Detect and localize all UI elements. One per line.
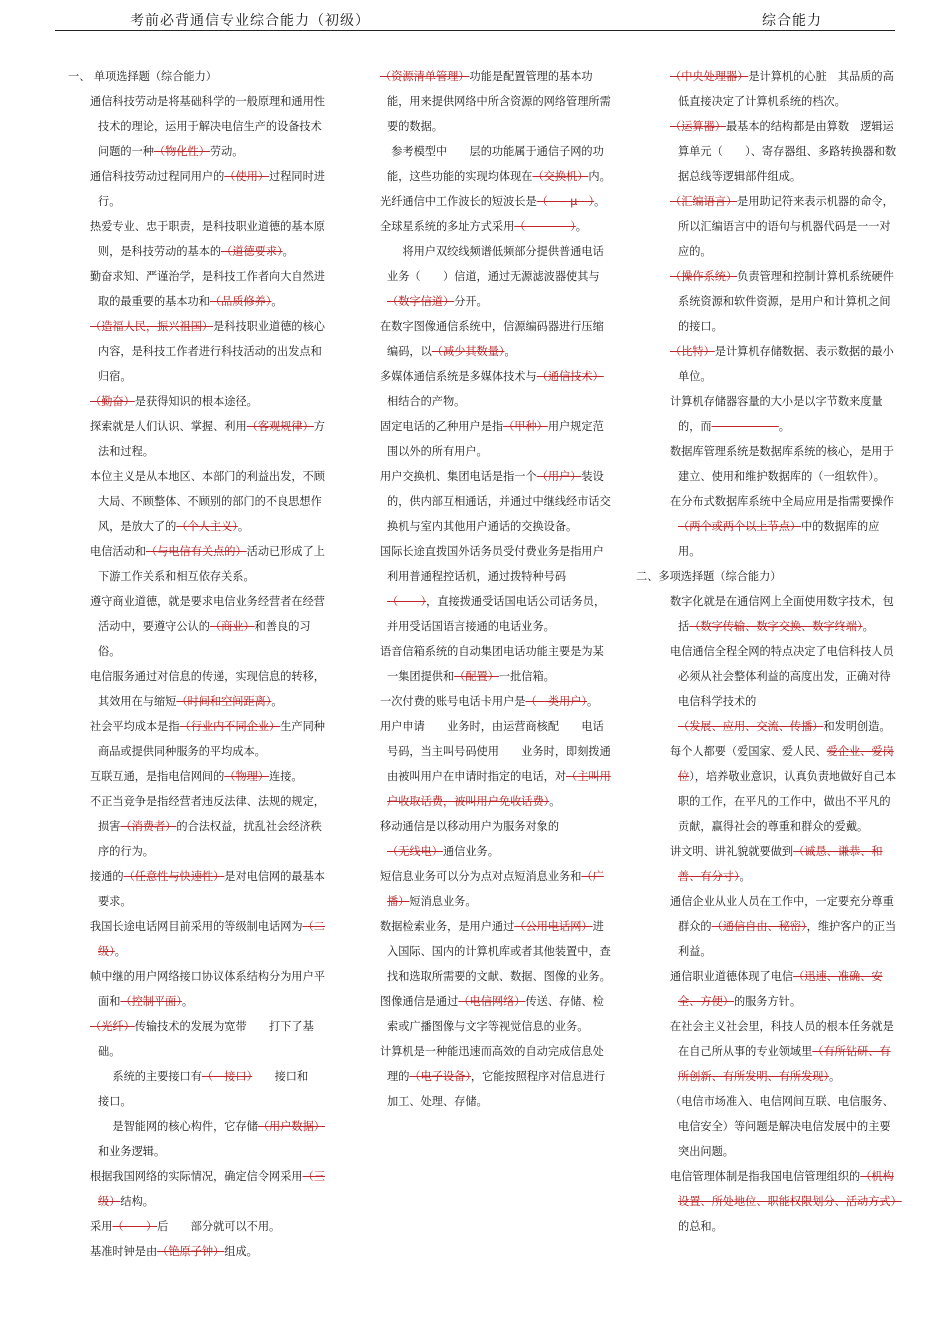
question-item [636,189,898,264]
question-item [378,189,614,214]
answer-text: （勤奋） [90,395,135,408]
question-text-end: 内。 [588,170,611,183]
question-text: 基准时钟是由 [90,1245,158,1258]
question-text-end: 过程同时进行。 [98,170,325,208]
question-text-end: 方法和过程。 [98,420,325,458]
question-item [636,1089,898,1164]
question-text-end: 活动已形成了上下游工作关系和相互依存关系。 [98,545,325,583]
answer-text: （ ） [387,595,427,608]
question-text-end: 负责管理和控制计算机系统硬件系统资源和软件资源，是用户和计算机之间的接口。 [678,270,894,333]
question-list-col2 [378,64,614,1114]
question-text-end: ，直接拨通受话国电话公司话务员，并用受话国语言接通的电话业务。 [387,595,606,633]
question-list-col1 [68,89,330,1264]
answer-text: （通信自由、秘密） [711,920,807,933]
answer-text: （二级） [98,920,325,958]
question-text: 采用 [90,1220,113,1233]
question-item [68,964,330,1014]
question-item [636,839,898,889]
question-text-end: 。 [271,695,283,708]
question-item [68,464,330,539]
answer-text: （光纤） [90,1020,135,1033]
answer-text: （造福人民，振兴祖国） [90,320,214,333]
question-text: 图像通信是通过 [380,995,459,1008]
answer-text: （操作系统） [670,270,738,283]
question-text-end: 和善良的习俗。 [98,620,311,658]
question-text-end: 是计算机的心脏 其品质的高低直接决定了计算机系统的档次。 [678,70,894,108]
answer-text: （用户数据） [257,1120,325,1133]
question-text-end: 。 [778,420,790,433]
column-3 [636,64,902,1239]
question-text-end: 是科技职业道德的核心内容，是科技工作者进行科技活动的出发点和归宿。 [98,320,325,383]
question-item [68,764,330,789]
question-item [378,214,614,239]
question-text-end: 。 [549,795,561,808]
question-item [378,989,614,1039]
question-text: 数据检索业务，是用户通过 [380,920,515,933]
question-text-end: 。 [862,620,874,633]
question-text-end: 。 [282,245,294,258]
answer-text: （物理） [224,770,270,783]
question-text-end: 和发明创造。 [823,720,891,733]
answer-text: （与电信有关点的） [145,545,247,558]
question-item [378,914,614,989]
question-text-end: 用户规定范围以外的所有用户。 [387,420,604,458]
question-text-end: 传送、存储、检索或广播图像与文字等视觉信息的业务。 [387,995,604,1033]
question-text-end: 一批信箱。 [498,670,555,683]
question-item [636,489,898,564]
question-text: 将用户双绞线频谱低频部分提供普通电话业务（ ）信道，通过无源滤波器使其与 [380,245,604,283]
question-text-end: 相结合的产物。 [387,395,466,408]
question-item [378,639,614,689]
question-text-end: 后 部分就可以不用。 [157,1220,281,1233]
question-text-end: 连接。 [269,770,303,783]
answer-text: （ ） [514,220,576,233]
question-text-end: 是对电信网的最基本要求。 [98,870,325,908]
answer-text: （减少其数量） [431,345,505,358]
question-item [636,1164,902,1239]
answer-text: （时间和空间距离） [176,695,272,708]
page-header [0,0,950,40]
answer-text: （物化性） [153,145,210,158]
question-text: 语音信箱系统的自动集团电话功能主要是为某一集团提供和 [380,645,604,683]
question-item [68,164,330,214]
question-item [68,789,330,864]
question-item [636,589,898,639]
question-item [68,589,330,664]
question-text: 电信服务通过对信息的传递，实现信息的转移，其效用在与缩短 [90,670,325,708]
question-text: 通信职业道德体现了电信 [670,970,794,983]
question-text: 一次付费的账号电话卡用户是 [380,695,526,708]
answer-text: （运算器） [670,120,726,133]
question-item [378,864,614,914]
question-text: 电信管理体制是指我国电信管理组织的 [670,1170,861,1183]
question-item [68,864,330,914]
question-text-end: 。 [504,345,516,358]
header-title: 考前必背通信专业综合能力（初级） [130,13,370,29]
question-text: 数据库管理系统是数据库系统的核心，是用于建立、使用和维护数据库的（一组软件）。 [670,445,894,483]
header-rule [55,30,895,31]
question-text-end: 。 [271,295,283,308]
question-text-end: 通信业务。 [442,845,499,858]
question-text-end: 。 [575,220,587,233]
question-item [378,1039,614,1114]
question-text: 通信科技劳动过程同用户的 [90,170,225,183]
answer-text: （交换机） [532,170,589,183]
answer-text: （诚恳、谦恭、和善、有分寸） [678,845,883,883]
answer-text: （数字信道） [387,295,455,308]
answer-text: （资源清单管理） [380,70,470,83]
question-text: 多媒体通信系统是多媒体技术与 [380,370,537,383]
answer-text: （数字传输、数字交换、数字终端） [689,620,863,633]
question-list-col3 [636,64,898,564]
question-text-end: 是用助记符来表示机器的命令，所以汇编语言中的语句与机器代码是一一对应的。 [678,195,894,258]
answer-text: （任意性与快速性） [123,870,225,883]
question-text: 讲文明、讲礼貌就要做到 [670,845,794,858]
question-item [68,1239,330,1264]
question-text: 在数字图像通信系统中，信源编码器进行压缩编码，以 [380,320,604,358]
answer-text: （机构设置、所处地位、职能权限划分、活动方式） [678,1170,902,1208]
question-text: 电信活动和 [90,545,146,558]
question-text-end: 接口和 接口。 [98,1070,331,1108]
question-text-end: ，维护客户的正当利益。 [678,920,897,958]
answer-text: （有所钻研、有所创新、有所发明、有所发现） [678,1045,891,1083]
answer-text: （品质修养） [209,295,272,308]
question-text: 通信科技劳动是将基础科学的一般原理和通用性技术的理论，运用于解决电信生产的设备技术问题的一种 [90,95,325,158]
answer-text: （迅速、准确、安全、方便） [678,970,883,1008]
question-text-end: 。 [586,695,599,708]
question-item [636,389,898,439]
question-item [378,689,614,714]
question-text: 用户申请 业务时，由运营商核配 电话号码，当主叫号码使用 业务时，即刻拨通由被叫用户在申请时指定的电话，对 [380,720,611,783]
question-item [68,714,330,764]
answer-text: 爱企业、爱岗位 [678,745,894,783]
question-text: 在社会主义社会里，科技人员的根本任务就是在自己所从事的专业领域里 [670,1020,894,1058]
answer-text: （行业内不同企业） [179,720,281,733]
question-text-end: 和业务逻辑。 [98,1145,166,1158]
question-text-end: 。 [237,520,250,533]
question-text-end: 是获得知识的根本途径。 [134,395,258,408]
question-text: （电信市场准入、电信网间互联、电信服务、电信安全）等问题是解决电信发展中的主要突出问题。 [670,1095,894,1158]
answer-text: （汇编语言） [670,195,738,208]
question-item [636,439,898,489]
question-text-end: 装设的，供内部互相通话，并通过中继线经市话交换机与室内其他用户通话的交换设备。 [387,470,611,533]
question-text-end: 进入国际、国内的计算机库或者其他装置中，查找和选取所需要的文献、数据、图像的业务。 [387,920,611,983]
question-text: 每个人都要（爱国家、爱人民、 [670,745,827,758]
answer-text: （发展、应用、交流、传播） [678,720,824,733]
question-item [636,114,898,189]
question-text-end: 劳动。 [209,145,244,158]
question-text: 勤奋求知、严谨治学，是科技工作者向大自然进取的最重要的基本功和 [90,270,325,308]
answer-text [712,420,779,433]
answer-text: （用户） [536,470,582,483]
answer-text: （通信技术） [536,370,604,383]
question-text: 数字化就是在通信网上全面使用数字技术，包括 [670,595,894,633]
header-subject: 综合能力 [762,13,822,29]
question-text: 系统的主要接口有 [90,1070,202,1083]
question-item [378,714,614,814]
question-text-end: 是计算机存储数据、表示数据的最小单位。 [678,345,894,383]
question-item [636,739,898,839]
question-text-end: 功能是配置管理的基本功能，用来提供网络中所含资源的网络管理所需要的数据。 [387,70,611,133]
question-text-end: 中的数据库的应用。 [678,520,880,558]
question-text-end: 组成。 [224,1245,258,1258]
question-text-end: 。 [739,870,751,883]
question-text-end: 分开。 [454,295,488,308]
answer-text: （使用） [224,170,270,183]
question-text-end: 的总和。 [678,1220,723,1233]
question-text: 热爱专业、忠于职责，是科技职业道德的基本原则，是科技劳动的基本的 [90,220,325,258]
answer-text: （客观规律） [246,420,314,433]
question-text-end: 的合法权益，扰乱社会经济秩序的行为。 [98,820,322,858]
question-item [68,1014,330,1064]
question-text-end: 的服务方针。 [733,995,802,1008]
answer-text: （铯原子钟） [157,1245,225,1258]
answer-text: （电信网络） [458,995,526,1008]
answer-text: （配置） [454,670,499,683]
question-item [378,539,614,639]
answer-text: （ μ ） [536,195,595,208]
question-item [636,339,898,389]
question-item [378,314,614,364]
question-text: 用户交换机、集团电话是指一个 [380,470,537,483]
section-heading-single-choice: 一、 单项选择题（综合能力） [68,70,217,83]
answer-text: （中央处理器） [670,70,749,83]
question-text: 互联互通，是指电信网间的 [90,770,225,783]
question-text: 是智能网的核心构件，它存储 [90,1120,258,1133]
question-item [378,239,614,314]
question-item [378,464,614,539]
question-item [378,414,614,464]
answer-text: （商业） [209,620,255,633]
question-text: 固定电话的乙种用户是指 [380,420,504,433]
answer-text: （ 类用户） [525,695,587,708]
question-item [636,964,898,1014]
question-item [378,814,614,864]
question-item [68,539,330,589]
question-item [636,264,898,339]
question-text: 在分布式数据库系统中全局应用是指需要操作 [670,495,894,508]
question-text-end: 。 [594,195,606,208]
question-text-end: 传输技术的发展为宽带 打下了基础。 [98,1020,314,1058]
question-text-end: 生产同种商品或提供同种服务的平均成本。 [98,720,325,758]
answer-text: （主叫用户收取话费，被叫用户免收话费） [387,770,611,808]
question-item [68,214,330,264]
question-text: 通信企业从业人员在工作中，一定要充分尊重群众的 [670,895,894,933]
question-item [378,364,614,414]
question-text-end: ，它能按照程序对信息进行加工、处理、存储。 [387,1070,606,1108]
answer-text: （广播） [387,870,604,908]
answer-text: （道德要求） [221,245,283,258]
question-text: 电信通信全程全网的特点决定了电信科技人员必须从社会整体利益的高度出发，正确对待电信科学技术的 [670,645,894,708]
answer-text: （ ） [112,1220,158,1233]
answer-text: （比特） [670,345,715,358]
question-text-end: 最基本的结构都是由算数 逻辑运算单元（ ）、寄存器组、多路转换器和数据总线等逻辑部件组成。 [678,120,897,183]
question-text: 根据我国网络的实际情况，确定信令网采用 [90,1170,303,1183]
question-text: 本位主义是从本地区、本部门的利益出发，不顾大局、不顾整体、不顾别的部门的不良思想作风，是放大了的 [90,470,325,533]
question-text-end: 结构。 [120,1195,154,1208]
question-item [68,1064,330,1114]
question-item [636,1014,898,1089]
question-item [68,1114,330,1164]
question-text-end: ），培养敬业意识，认真负责地做好自己本职的工作，在平凡的工作中，做出不平凡的贡献，赢得社会的尊重和群众的爱戴。 [678,770,897,833]
question-item [68,914,330,964]
answer-text: （公用电话网） [514,920,593,933]
question-text: 参考模型中 层的功能属于通信子网的功能，这些功能的实现均体现在 [380,145,604,183]
question-text: 计算机存储器容量的大小是以字节数来度量的，而 [670,395,883,433]
answer-text: （三级） [98,1170,325,1208]
question-text: 不正当竞争是指经营者违反法律、法规的规定，损害 [90,795,325,833]
answer-text: （无线电） [387,845,443,858]
section-heading-multiple-choice: 二、多项选择题（综合能力） [636,570,782,583]
question-item [68,664,330,714]
question-item [378,64,614,139]
question-text: 计算机是一种能迅速而高效的自动完成信息处理的 [380,1045,604,1083]
question-text: 国际长途直拨国外话务员受付费业务是指用户利用普通程控话机，通过拨特种号码 [380,545,604,583]
answer-text: （个人主义） [176,520,238,533]
question-item [68,314,330,389]
question-item [378,139,614,189]
question-text: 光纤通信中工作波长的短波长是 [380,195,537,208]
answer-text: （两个或两个以上节点） [678,520,802,533]
question-text: 短信息业务可以分为点对点短消息业务和 [380,870,582,883]
question-item [68,414,330,464]
question-text: 接通的 [90,870,124,883]
question-item [68,264,330,314]
question-item [636,639,898,739]
question-text-end: 。 [114,945,126,958]
question-text: 遵守商业道德，就是要求电信业务经营者在经营活动中，要遵守公认的 [90,595,325,633]
question-text: 帧中继的用户网络接口协议体系结构分为用户平面和 [90,970,325,1008]
question-text: 全球星系统的多址方式采用 [380,220,515,233]
question-text-end: 短消息业务。 [409,895,477,908]
answer-text: （控制平面） [120,995,182,1008]
column-1 [68,64,330,1264]
question-text: 我国长途电话网目前采用的等级制电话网为 [90,920,303,933]
answer-text: （消费者） [120,820,177,833]
answer-text: （电子设备） [409,1070,471,1083]
question-item [636,64,898,114]
question-list-col3-multi [636,589,902,1239]
question-item [68,1164,330,1214]
column-2 [378,64,614,1114]
question-item [636,889,898,964]
question-item [68,389,330,414]
question-text: 社会平均成本是指 [90,720,180,733]
answer-text: （ 接口） [201,1070,253,1083]
question-text-end: 。 [829,1070,841,1083]
question-item [68,89,330,164]
question-text: 移动通信是以移动用户为服务对象的 [380,820,560,833]
question-item [68,1214,330,1239]
question-text-end: 。 [181,995,194,1008]
answer-text: （甲种） [503,420,548,433]
question-text: 探索就是人们认识、掌握、利用 [90,420,247,433]
